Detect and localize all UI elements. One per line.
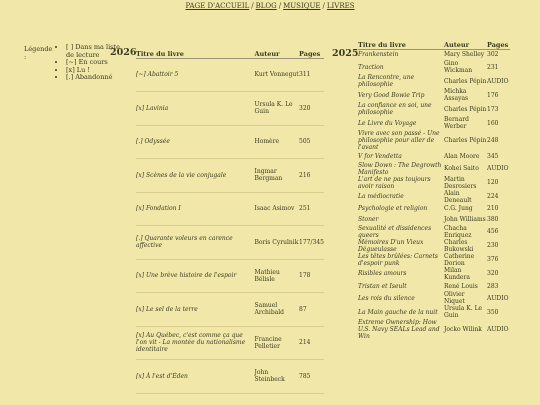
- book-author: Ursula K. Le Guin: [444, 305, 483, 320]
- book-author: Charles Pépin: [444, 105, 487, 113]
- table-row: [136, 92, 324, 126]
- book-pages: AUDIO: [487, 165, 509, 173]
- table-row: [358, 49, 510, 60]
- table-row: [358, 190, 510, 204]
- book-title: [x] Au Québec, c'est comme ça que l'on vit - La montée du nationalisme identitaire: [136, 326, 255, 360]
- book-title: Psychologie et religion: [358, 205, 428, 213]
- book-pages: 214: [299, 326, 324, 360]
- book-title: Les rois du silence: [358, 294, 415, 302]
- table-row: [358, 305, 510, 319]
- book-author: Boris Cyrulnik: [255, 226, 300, 260]
- column-header-pages: Pages: [487, 40, 509, 49]
- book-pages: 376: [487, 256, 499, 264]
- book-title: [~] Abattoir 5: [136, 58, 255, 92]
- book-author: Ingmar Bergman: [255, 159, 300, 193]
- book-pages: 177/345: [299, 226, 324, 260]
- table-row: [358, 74, 510, 88]
- book-pages: 160: [487, 119, 499, 127]
- book-pages: AUDIO: [487, 326, 509, 334]
- top-nav: [0, 2, 540, 10]
- book-title: Slow Down : The Degrowth Manifesto: [358, 161, 442, 176]
- book-author: Jocko Wilink: [444, 326, 482, 334]
- book-author: Charles Pépin: [444, 137, 487, 145]
- book-author: Ursula K. Le Guin: [255, 92, 300, 126]
- table-header-row: [358, 40, 510, 49]
- book-title: Vivre avec son passé - Une philosophie pour aller de l'avant: [358, 130, 440, 152]
- table-row: [358, 239, 510, 253]
- book-pages: 380: [487, 216, 499, 224]
- book-author: Alain Deneault: [444, 189, 472, 204]
- book-pages: AUDIO: [487, 77, 509, 85]
- table-row: [358, 281, 510, 292]
- table-row: [358, 88, 510, 102]
- books-table-2025: [358, 40, 510, 340]
- book-author: Olivier Niquet: [444, 291, 465, 306]
- book-title: Mémoires D'un Vieux Dégueulasse: [358, 238, 424, 253]
- table-row: [358, 102, 510, 116]
- nav-separator: /: [278, 2, 282, 10]
- book-pages: 224: [487, 193, 499, 201]
- book-title: Les têtes brûlées: Carnets d'espoir punk: [358, 252, 438, 267]
- book-pages: 311: [299, 58, 324, 92]
- table-row: [358, 253, 510, 267]
- book-pages: AUDIO: [487, 294, 509, 302]
- book-title: [x] Le sel de la terre: [136, 293, 255, 327]
- book-pages: 230: [487, 242, 499, 250]
- book-pages: 231: [487, 63, 499, 71]
- book-author: Chacha Enriquez: [444, 224, 472, 239]
- table-row: [358, 176, 510, 190]
- book-author: Bernard Werber: [444, 116, 469, 131]
- table-row: [136, 293, 324, 327]
- book-title: Very Good Bowie Trip: [358, 91, 425, 99]
- nav-link-music[interactable]: MUSIQUE: [283, 2, 321, 10]
- book-author: Francine Pelletier: [255, 326, 300, 360]
- book-title: [x] Scènes de la vie conjugale: [136, 159, 255, 193]
- book-author: John Williams: [444, 216, 486, 224]
- book-title: La Main gauche de la nuit: [358, 308, 438, 316]
- table-row: [358, 151, 510, 162]
- table-row: [358, 319, 510, 340]
- book-author: Catherine Dorion: [444, 252, 475, 267]
- column-header-title: Titre du livre: [136, 44, 255, 58]
- book-title: Risibles amours: [358, 270, 407, 278]
- book-author: Samuel Archibald: [255, 293, 300, 327]
- book-pages: 176: [487, 91, 499, 99]
- book-title: [x] À l'est d'Éden: [136, 360, 255, 394]
- table-body-2025: [358, 49, 510, 340]
- nav-link-books[interactable]: LIVRES: [326, 2, 355, 10]
- book-author: Alan Moore: [444, 152, 480, 160]
- table-row: [358, 162, 510, 176]
- book-title: V for Vendetta: [358, 152, 402, 160]
- book-title: La confiance en soi, une philosophie: [358, 102, 432, 117]
- book-title: [x] Une brève histoire de l'espoir: [136, 259, 255, 293]
- legend-item: • [ ] Dans ma liste de lecture: [66, 44, 121, 59]
- table-row: [136, 326, 324, 360]
- book-title: [.] Quarante voleurs en carence affective: [136, 226, 255, 260]
- book-pages: 248: [487, 137, 499, 145]
- book-title: Extreme Ownership: How U.S. Navy SEALs Lead and Win: [358, 319, 440, 341]
- table-header-row: [136, 44, 324, 58]
- table-row: [358, 116, 510, 130]
- table-row: [358, 291, 510, 305]
- book-pages: 87: [299, 293, 324, 327]
- table-row: [136, 226, 324, 260]
- book-author: Martin Desrosiers: [444, 175, 477, 190]
- book-pages: 120: [487, 179, 499, 187]
- book-author: Charles Pépin: [444, 77, 487, 85]
- book-title: Traction: [358, 63, 384, 71]
- book-title: [x] Lavinia: [136, 92, 255, 126]
- nav-separator: /: [322, 2, 325, 10]
- book-author: Mary Shelley: [444, 51, 485, 59]
- book-title: Sexualité et dissidences queers: [358, 224, 432, 239]
- table-body-2026: [136, 58, 324, 393]
- legend-item: • [.] Abandonné: [66, 74, 121, 82]
- book-pages: 320: [299, 92, 324, 126]
- table-row: [136, 192, 324, 226]
- book-pages: 302: [487, 51, 499, 59]
- legend-item: • [~] En cours: [66, 59, 121, 67]
- year-heading-2026: 2026: [110, 47, 137, 58]
- book-author: Mathieu Bélisle: [255, 259, 300, 293]
- book-pages: 216: [299, 159, 324, 193]
- book-pages: 283: [487, 282, 499, 290]
- legend-label: Légende :: [24, 45, 53, 61]
- column-header-author: Auteur: [255, 44, 300, 58]
- book-title: L'art de ne pas toujours avoir raison: [358, 175, 431, 190]
- table-row: [136, 58, 324, 92]
- table-row: [358, 130, 510, 151]
- column-header-title: Titre du livre: [358, 40, 444, 49]
- book-author: Michka Assayas: [444, 88, 469, 103]
- book-title: La Rencontre, une philosophie: [358, 74, 415, 89]
- book-author: Kohei Saito: [444, 165, 479, 173]
- books-table-2026: [136, 44, 324, 394]
- table-row: [358, 267, 510, 281]
- book-title: Tristan et Iseult: [358, 282, 407, 290]
- book-pages: 251: [299, 192, 324, 226]
- book-pages: 350: [487, 308, 499, 316]
- book-title: [.] Odyssée: [136, 125, 255, 159]
- book-author: C.G. Jung: [444, 205, 473, 213]
- table-row: [358, 204, 510, 215]
- table-row: [136, 159, 324, 193]
- nav-link-home[interactable]: PAGE D'ACCUEIL: [185, 2, 250, 10]
- book-author: John Steinbeck: [255, 360, 300, 394]
- book-title: Le Livre du Voyage: [358, 119, 417, 127]
- book-pages: 320: [487, 270, 499, 278]
- legend-item: • [x] Lu !: [66, 67, 121, 75]
- book-author: Milan Kundera: [444, 266, 470, 281]
- table-row: [136, 125, 324, 159]
- nav-link-blog[interactable]: BLOG: [255, 2, 277, 10]
- nav-separator: /: [251, 2, 254, 10]
- book-author: Homère: [255, 125, 300, 159]
- book-author: Gino Wickman: [444, 60, 473, 75]
- book-pages: 345: [487, 152, 499, 160]
- year-heading-2025: 2025: [332, 48, 359, 59]
- book-author: Isaac Asimov: [255, 192, 300, 226]
- table-row: [358, 214, 510, 225]
- book-title: La médiocratie: [358, 193, 404, 201]
- book-pages: 173: [487, 105, 499, 113]
- book-title: Stoner: [358, 216, 379, 224]
- book-pages: 785: [299, 360, 324, 394]
- table-row: [358, 225, 510, 239]
- book-pages: 505: [299, 125, 324, 159]
- book-author: Kurt Vonnegut: [255, 58, 300, 92]
- column-header-author: Auteur: [444, 40, 487, 49]
- table-row: [136, 360, 324, 394]
- book-author: Charles Bukowski: [444, 238, 474, 253]
- table-row: [136, 259, 324, 293]
- book-pages: 456: [487, 228, 499, 236]
- book-pages: 178: [299, 259, 324, 293]
- book-title: [x] Fondation I: [136, 192, 255, 226]
- book-author: René Louis: [444, 282, 478, 290]
- book-title: Frankenstein: [358, 51, 399, 59]
- book-pages: 210: [487, 205, 499, 213]
- table-row: [358, 60, 510, 74]
- column-header-pages: Pages: [299, 44, 324, 58]
